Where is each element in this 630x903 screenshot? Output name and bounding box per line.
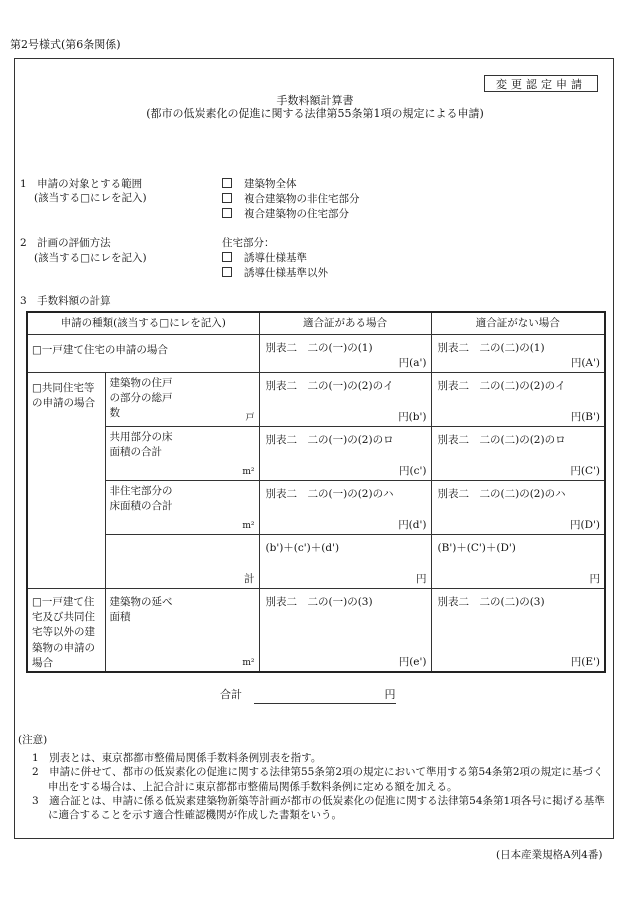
section2-prefix: 住宅部分： (222, 237, 275, 249)
checkbox[interactable] (222, 208, 232, 218)
scope-option-nonresidential[interactable] (222, 192, 360, 206)
fee-cell[interactable] (431, 481, 605, 535)
fee-yen: 円(e') (398, 655, 427, 668)
fee-reference: 別表二 二の(二)の(1) (437, 342, 545, 354)
fee-cell[interactable] (431, 335, 605, 373)
fee-yen: 円(b') (398, 410, 427, 423)
fee-reference: 別表二 二の(二)の(3) (437, 596, 545, 608)
section1-heading: 1 申請の対象とする範囲 (20, 178, 143, 190)
fee-yen: 円(B') (570, 410, 600, 423)
fee-reference: 別表二 二の(一)の(3) (265, 596, 373, 608)
fee-reference: 別表二 二の(一)の(2)のイ (265, 380, 394, 392)
row-label-detached[interactable]: □一戸建て住宅の申請の場合 (27, 335, 259, 373)
section2-instruction: (該当する□にレを記入) (34, 252, 147, 264)
sum-formula: (B')＋(C')＋(D') (437, 542, 516, 554)
fee-yen: 円(a') (398, 356, 427, 369)
checkbox[interactable] (222, 178, 232, 188)
table-row (27, 427, 605, 481)
fee-cell[interactable] (259, 427, 431, 481)
row-label-shared[interactable]: □共同住宅等の申請の場合 (27, 373, 105, 589)
method-option-other[interactable] (222, 266, 328, 280)
fee-cell[interactable] (431, 427, 605, 481)
checkbox[interactable] (222, 267, 232, 277)
fee-reference: 別表二 二の(一)の(2)のロ (265, 434, 394, 446)
header-application-type: 申請の種類(該当する□にレを記入) (27, 312, 259, 335)
fee-reference: 別表二 二の(一)の(2)のハ (265, 488, 394, 500)
unit-label: 戸 (245, 412, 255, 423)
fee-table (26, 311, 606, 673)
header-without-certificate: 適合証がない場合 (431, 312, 605, 335)
fee-reference: 別表二 二の(二)の(2)のロ (437, 434, 566, 446)
fee-yen: 円(d') (398, 518, 427, 531)
sum-label: 計 (244, 572, 255, 585)
sub-label-cell: 建築物の住戸の部分の総戸数 戸 (105, 373, 259, 427)
notes-heading: (注意) (18, 734, 48, 746)
application-type-stamp: 変更認定申請 (484, 75, 598, 92)
fee-reference: 別表二 二の(二)の(2)のイ (437, 380, 566, 392)
unit-label: m² (242, 520, 255, 531)
page-subtitle: (都市の低炭素化の促進に関する法律第55条第1項の規定による申請) (146, 107, 484, 120)
table-row (27, 535, 605, 589)
unit-label: m² (242, 466, 255, 477)
paper-size-note: (日本産業規格A列4番) (496, 849, 603, 861)
checkbox[interactable] (222, 252, 232, 262)
fee-yen: 円(c') (399, 464, 427, 477)
table-row (27, 373, 605, 427)
fee-reference: 別表二 二の(二)の(2)のハ (437, 488, 566, 500)
option-label: 誘導仕様基準 (244, 252, 307, 264)
section2-heading: 2 計画の評価方法 (20, 237, 111, 249)
total-unit: 円 (384, 688, 396, 701)
fee-cell[interactable] (259, 589, 431, 673)
form-number: 第2号様式(第6条関係) (10, 38, 121, 51)
sum-formula: (b')＋(c')＋(d') (265, 542, 340, 554)
fee-cell[interactable] (431, 589, 605, 673)
option-label: 複合建築物の住宅部分 (244, 208, 349, 220)
page-title: 手数料額計算書 (276, 94, 354, 107)
table-row (27, 335, 605, 373)
header-with-certificate: 適合証がある場合 (259, 312, 431, 335)
total-input[interactable] (254, 688, 396, 704)
sub-label-cell: 共用部分の床面積の合計 m² (105, 427, 259, 481)
option-label: 複合建築物の非住宅部分 (244, 193, 360, 205)
total-label: 合計 (220, 688, 242, 701)
option-label: 建築物全体 (244, 178, 297, 190)
sum-label-cell (105, 535, 259, 589)
sub-label-cell: 建築物の延べ面積 m² (105, 589, 259, 673)
section1-instruction: (該当する□にレを記入) (34, 192, 147, 204)
fee-yen: 円(E') (570, 655, 600, 668)
fee-cell[interactable] (259, 481, 431, 535)
total-line (220, 688, 396, 704)
fee-yen: 円 (589, 572, 600, 585)
scope-option-whole[interactable] (222, 177, 297, 191)
table-row (27, 589, 605, 673)
section3-heading: 3 手数料額の計算 (20, 295, 111, 307)
option-label: 誘導仕様基準以外 (244, 267, 328, 279)
fee-cell[interactable] (431, 535, 605, 589)
note-item: 1 別表とは、東京都都市整備局関係手数料条例別表を指す。 (32, 752, 322, 765)
checkbox[interactable] (222, 193, 232, 203)
note-item: 3 適合証とは、申請に係る低炭素建築物新築等計画が都市の低炭素化の促進に関する法律第54条第1項各号に掲げる基準に適合することを示す適合性確認機関が作成した書類をいう。 (32, 794, 605, 821)
fee-cell[interactable] (259, 335, 431, 373)
sub-label-cell: 非住宅部分の床面積の合計 m² (105, 481, 259, 535)
fee-reference: 別表二 二の(一)の(1) (265, 342, 373, 354)
note-item: 2 申請に併せて、都市の低炭素化の促進に関する法律第55条第2項の規定において準用する第54条第2項の規定に基づく申出をする場合は、上記合計に東京都都市整備局関係手数料条例に定める額を加える。 (32, 766, 604, 793)
method-option-spec[interactable] (222, 251, 307, 265)
unit-label: m² (242, 657, 255, 668)
fee-yen: 円 (416, 572, 427, 585)
fee-cell[interactable] (431, 373, 605, 427)
row-label-other[interactable]: □一戸建て住宅及び共同住宅等以外の建築物の申請の場合 (27, 589, 105, 673)
fee-cell[interactable] (259, 535, 431, 589)
notes-section (18, 733, 610, 822)
scope-option-residential[interactable] (222, 207, 349, 221)
fee-cell[interactable] (259, 373, 431, 427)
fee-yen: 円(D') (570, 518, 600, 531)
table-row (27, 481, 605, 535)
fee-yen: 円(A') (570, 356, 600, 369)
fee-yen: 円(C') (570, 464, 600, 477)
